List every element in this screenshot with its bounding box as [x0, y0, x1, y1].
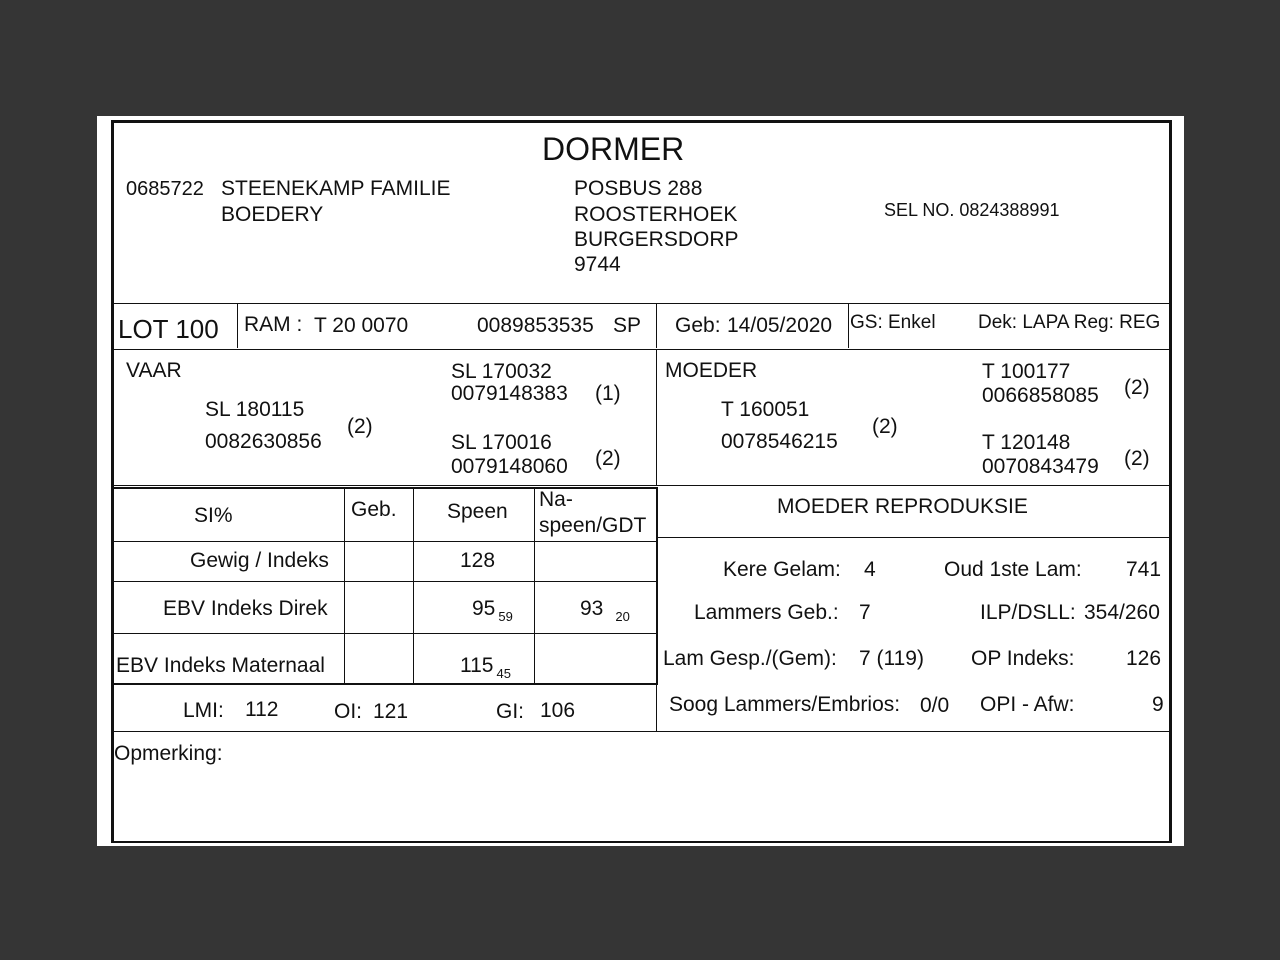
ebv-direk-speen-value: 95 — [472, 597, 496, 620]
row-label-gewig: Gewig / Indeks — [190, 549, 329, 572]
opi-label: OPI - Afw: — [980, 693, 1075, 716]
gewig-speen-value: 128 — [460, 549, 496, 572]
ebv-direk-naspeen-accuracy: 20 — [615, 609, 630, 624]
gi-label: GI: — [496, 700, 525, 723]
breeder-name-line2: BOEDERY — [221, 203, 324, 226]
breed-title: DORMER — [542, 131, 685, 167]
oi-label: OI: — [334, 700, 363, 723]
reproduction-title: MOEDER REPRODUKSIE — [777, 495, 1028, 518]
gi-value: 106 — [540, 699, 576, 722]
ilp-value: 354/260 — [1084, 601, 1160, 624]
ebv-maternaal-speen — [460, 654, 511, 681]
breeder-name-line1: STEENEKAMP FAMILIE — [221, 177, 451, 200]
kere-gelam-label: Kere Gelam: — [723, 558, 841, 581]
divider — [534, 487, 535, 683]
lammers-geb-value: 7 — [859, 601, 871, 624]
ilp-label: ILP/DSLL: — [980, 601, 1076, 624]
divider — [656, 685, 657, 731]
sale-card-sheet — [97, 116, 1184, 846]
dek-reg: Dek: LAPA Reg: REG — [978, 312, 1161, 333]
sire-dam-id: SL 170016 — [451, 431, 552, 454]
registration-number: 0089853535 — [477, 314, 594, 337]
sale-card — [111, 120, 1172, 842]
breeder-number: 0685722 — [126, 178, 204, 200]
grade: SP — [613, 314, 642, 337]
divider — [114, 349, 1169, 350]
divider — [114, 487, 658, 489]
sire-label: VAAR — [126, 359, 182, 382]
speen-header: Speen — [447, 500, 508, 523]
sire-number: 0082630856 — [205, 430, 322, 453]
oud-lam-label: Oud 1ste Lam: — [944, 558, 1082, 581]
sire-dam-grade: (2) — [595, 447, 621, 470]
address-line-3: BURGERSDORP — [574, 228, 739, 251]
card-bottom-border — [111, 841, 1172, 843]
divider — [114, 683, 658, 685]
kere-gelam-value: 4 — [864, 558, 876, 581]
ram-label: RAM : — [244, 313, 303, 336]
sire-sire-number: 0079148383 — [451, 382, 568, 405]
dam-sire-number: 0066858085 — [982, 384, 1099, 407]
lam-gesp-label: Lam Gesp./(Gem): — [663, 647, 837, 670]
sel-number: SEL NO. 0824388991 — [884, 200, 1060, 220]
lmi-label: LMI: — [183, 699, 224, 722]
dam-dam-id: T 120148 — [982, 431, 1071, 454]
birth-label: Geb: — [675, 314, 721, 337]
divider — [344, 487, 345, 683]
lammers-geb-label: Lammers Geb.: — [694, 601, 839, 624]
divider — [658, 537, 1169, 538]
sire-sire-grade: (1) — [595, 382, 621, 405]
divider — [656, 303, 657, 348]
remarks-label: Opmerking: — [114, 742, 223, 765]
divider — [848, 303, 849, 348]
birth-date: 14/05/2020 — [727, 314, 833, 337]
sire-dam-number: 0079148060 — [451, 455, 568, 478]
dam-dam-number: 0070843479 — [982, 455, 1099, 478]
oud-lam-value: 741 — [1126, 558, 1162, 581]
address-line-4: 9744 — [574, 253, 621, 276]
divider — [114, 731, 1169, 732]
dam-sire-id: T 100177 — [982, 360, 1071, 383]
address-line-2: ROOSTERHOEK — [574, 203, 738, 226]
ebv-maternaal-speen-accuracy: 45 — [496, 666, 511, 681]
lot-number: LOT 100 — [118, 314, 219, 344]
lmi-value: 112 — [245, 698, 279, 721]
op-indeks-value: 126 — [1126, 647, 1162, 670]
divider — [114, 541, 656, 542]
soog-value: 0/0 — [920, 694, 950, 717]
divider — [114, 581, 656, 582]
oi-value: 121 — [373, 700, 409, 723]
dam-dam-grade: (2) — [1124, 447, 1150, 470]
row-label-ebv-direk: EBV Indeks Direk — [163, 597, 328, 620]
gs-status: GS: Enkel — [850, 312, 936, 333]
sire-grade: (2) — [347, 415, 373, 438]
dam-grade: (2) — [872, 415, 898, 438]
divider — [114, 485, 1169, 486]
sire-id: SL 180115 — [205, 398, 305, 421]
soog-label: Soog Lammers/Embrios: — [669, 693, 901, 716]
sire-sire-id: SL 170032 — [451, 360, 552, 383]
divider — [114, 633, 656, 634]
divider — [656, 487, 658, 685]
ebv-direk-speen-accuracy: 59 — [498, 609, 513, 624]
opi-value: 9 — [1152, 693, 1164, 716]
address-line-1: POSBUS 288 — [574, 177, 703, 200]
naspeen-header-line1: Na- — [539, 488, 573, 511]
dam-number: 0078546215 — [721, 430, 838, 453]
ram-id: T 20 0070 — [314, 314, 409, 337]
lam-gesp-value: 7 (119) — [859, 647, 924, 670]
dam-sire-grade: (2) — [1124, 376, 1150, 399]
ebv-direk-naspeen-value: 93 — [580, 597, 604, 620]
divider — [114, 303, 1169, 304]
row-label-ebv-maternaal: EBV Indeks Maternaal — [116, 654, 325, 677]
divider — [656, 349, 657, 485]
divider — [413, 487, 414, 683]
dam-label: MOEDER — [665, 359, 758, 382]
ebv-direk-naspeen — [580, 597, 630, 624]
ebv-maternaal-speen-value: 115 — [460, 654, 494, 677]
divider — [237, 303, 238, 348]
op-indeks-label: OP Indeks: — [971, 647, 1075, 670]
naspeen-header-line2: speen/GDT — [539, 514, 647, 537]
ebv-direk-speen — [472, 597, 513, 624]
geb-header: Geb. — [351, 498, 397, 521]
dam-id: T 160051 — [721, 398, 810, 421]
si-header: SI% — [194, 504, 233, 527]
